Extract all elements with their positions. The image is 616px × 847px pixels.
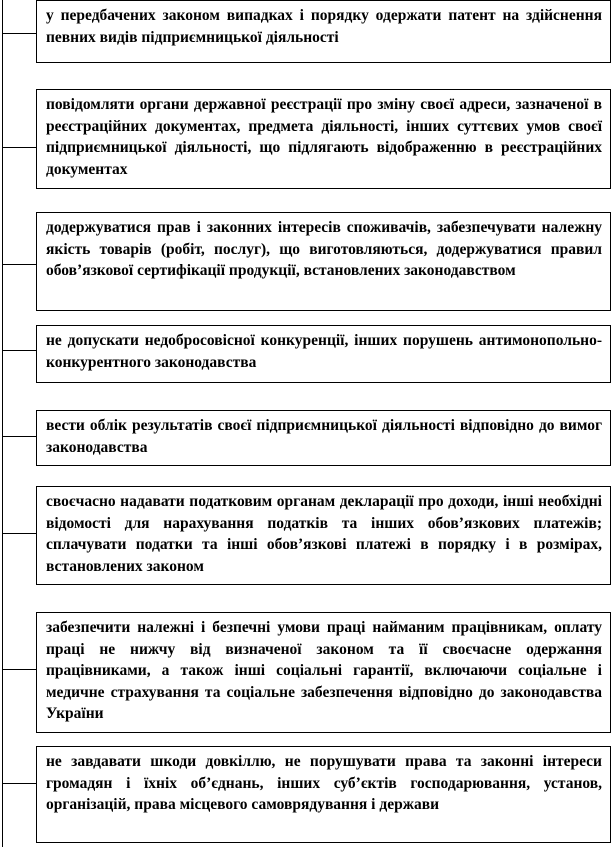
connector-line [2, 669, 36, 670]
duty-box [36, 212, 611, 311]
connector-line [2, 147, 36, 148]
duty-box [36, 89, 611, 189]
connector-line [2, 264, 36, 265]
connector-line [2, 33, 36, 34]
duty-box [36, 0, 611, 63]
duty-text: своєчасно надавати податковим органам декларації про доходи, інші необхідні відомості для нарахування податків та інших обов’язкових платежів; сплачувати податки та інші обов’язкові платежі в порядку і в розмірах, встановлених законом [46, 493, 602, 575]
duty-text: вести облік результатів своєї підприємницької діяльності відповідно до вимог законодавства [46, 417, 602, 456]
duty-box [36, 612, 611, 733]
duty-box [36, 746, 611, 843]
connector-line [2, 350, 36, 351]
duty-box [36, 325, 611, 383]
duty-text: додержуватися прав і законних інтересів споживачів, забезпечувати належну якість товарів (робіт, послуг), що виготовляються, додержуватися правил обов’язкової сертифікації продукції, встановлених законодавством [46, 219, 602, 279]
duty-text: забезпечити належні і безпечні умови праці найманим працівникам, оплату праці не нижчу від визначеної законом та її своєчасне одержання працівниками, а також інші соціальні гарантії, включаючи соціальне і медичне страхування та соціальне забезпечення відповідно до законодавства України [46, 619, 602, 722]
trunk-line [2, 0, 3, 847]
connector-line [2, 533, 36, 534]
duty-box [36, 410, 611, 466]
duty-text: у передбачених законом випадках і порядку одержати патент на здійснення певних видів підприємницької діяльності [46, 7, 602, 46]
connector-line [2, 436, 36, 437]
duty-text: повідомляти органи державної реєстрації про зміну своєї адреси, зазначеної в реєстраційних документах, предмета діяльності, інших суттєвих умов своєї підприємницької діяльності, що підлягають відображенню в реєстраційних документах [46, 96, 602, 178]
duty-text: не допускати недобросовісної конкуренції, інших порушень антимонопольно-конкурентного законодавства [46, 332, 602, 371]
duty-box [36, 486, 611, 585]
duty-text: не завдавати шкоди довкіллю, не порушувати права та законні інтереси громадян і їхніх об’єднань, інших суб’єктів господарювання, установ, організацій, права місцевого самоврядування і держави [46, 753, 602, 813]
connector-line [2, 783, 36, 784]
